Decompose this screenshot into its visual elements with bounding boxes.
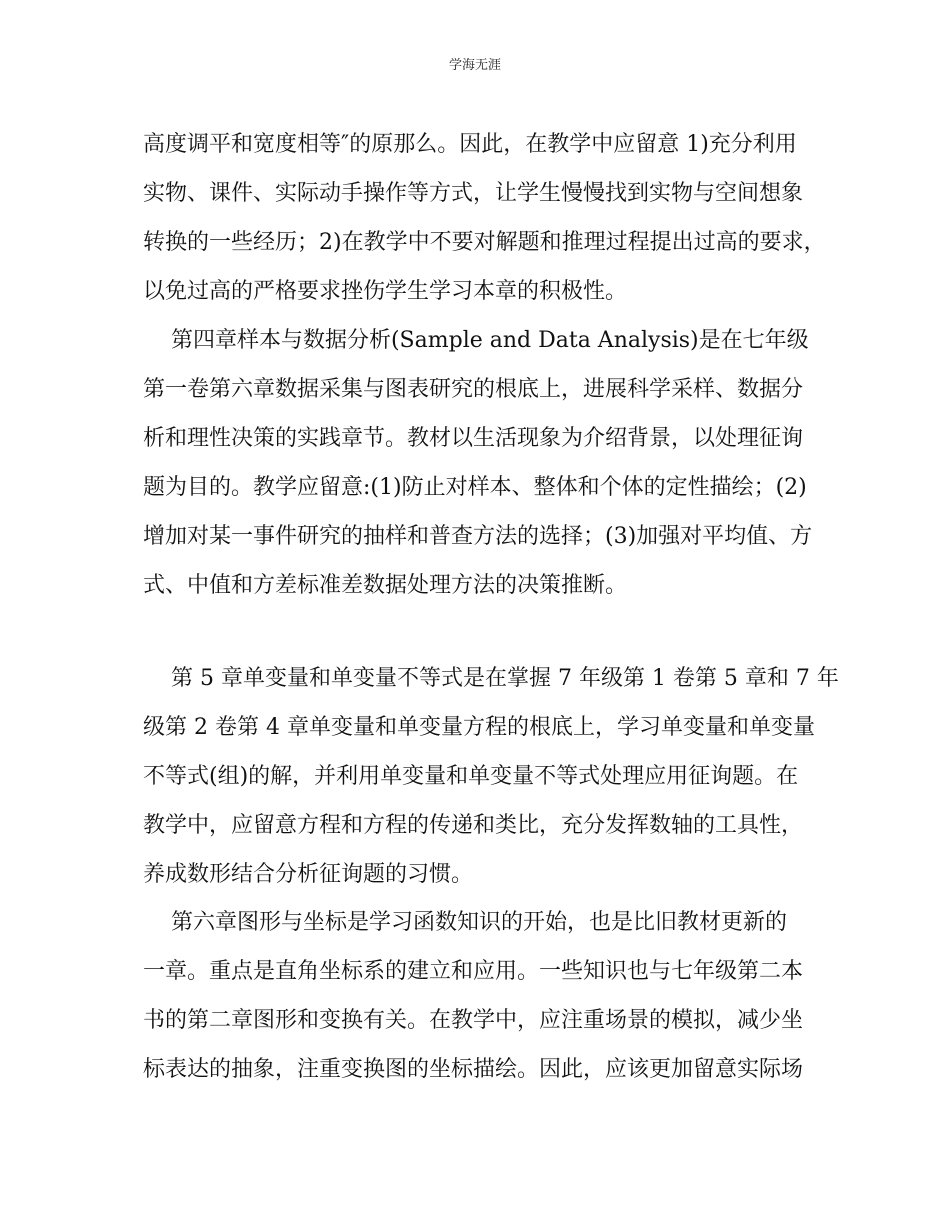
text-line: 第 5 章单变量和单变量不等式是在掌握 7 年级第 1 卷第 5 章和 7 年 bbox=[143, 666, 839, 691]
text-line: 第一卷第六章数据采集与图表研究的根底上，进展科学采样、数据分 bbox=[143, 377, 804, 402]
text-line: 不等式(组)的解，并利用单变量和单变量不等式处理应用征询题。在 bbox=[143, 764, 799, 789]
text-line: 式、中值和方差标准差数据处理方法的决策推断。 bbox=[143, 573, 628, 598]
text-line: 第六章图形与坐标是学习函数知识的开始，也是比旧教材更新的 bbox=[143, 910, 787, 935]
text-line: 养成数形结合分析征询题的习惯。 bbox=[143, 862, 474, 887]
text-line: 析和理性决策的实践章节。教材以生活现象为介绍背景，以处理征询 bbox=[143, 426, 804, 451]
text-line: 级第 2 卷第 4 章单变量和单变量方程的根底上，学习单变量和单变量 bbox=[143, 715, 815, 740]
text-line: 增加对某一事件研究的抽样和普查方法的选择；(3)加强对平均值、方 bbox=[143, 524, 813, 549]
text-line: 教学中，应留意方程和方程的传递和类比，充分发挥数轴的工具性， bbox=[143, 813, 804, 838]
text-line: 实物、课件、实际动手操作等方式，让学生慢慢找到实物与空间想象 bbox=[143, 181, 804, 206]
text-line: 转换的一些经历；2)在教学中不要对解题和推理过程提出过高的要求， bbox=[143, 230, 826, 255]
text-line: 第四章样本与数据分析(Sample and Data Analysis)是在七年级 bbox=[143, 328, 809, 353]
text-line: 题为目的。教学应留意:(1)防止对样本、整体和个体的定性描绘；(2) bbox=[143, 475, 807, 500]
text-line: 书的第二章图形和变换有关。在教学中，应注重场景的模拟，减少坐 bbox=[143, 1008, 804, 1033]
text-line: 标表达的抽象，注重变换图的坐标描绘。因此，应该更加留意实际场 bbox=[143, 1057, 804, 1082]
text-line: 以免过高的严格要求挫伤学生学习本章的积极性。 bbox=[143, 279, 628, 304]
page-header-title: 学海无涯 bbox=[448, 58, 501, 73]
text-line: 一章。重点是直角坐标系的建立和应用。一些知识也与七年级第二本 bbox=[143, 959, 804, 984]
text-line: 高度调平和宽度相等″的原那么。因此，在教学中应留意 1)充分利用 bbox=[143, 132, 797, 157]
